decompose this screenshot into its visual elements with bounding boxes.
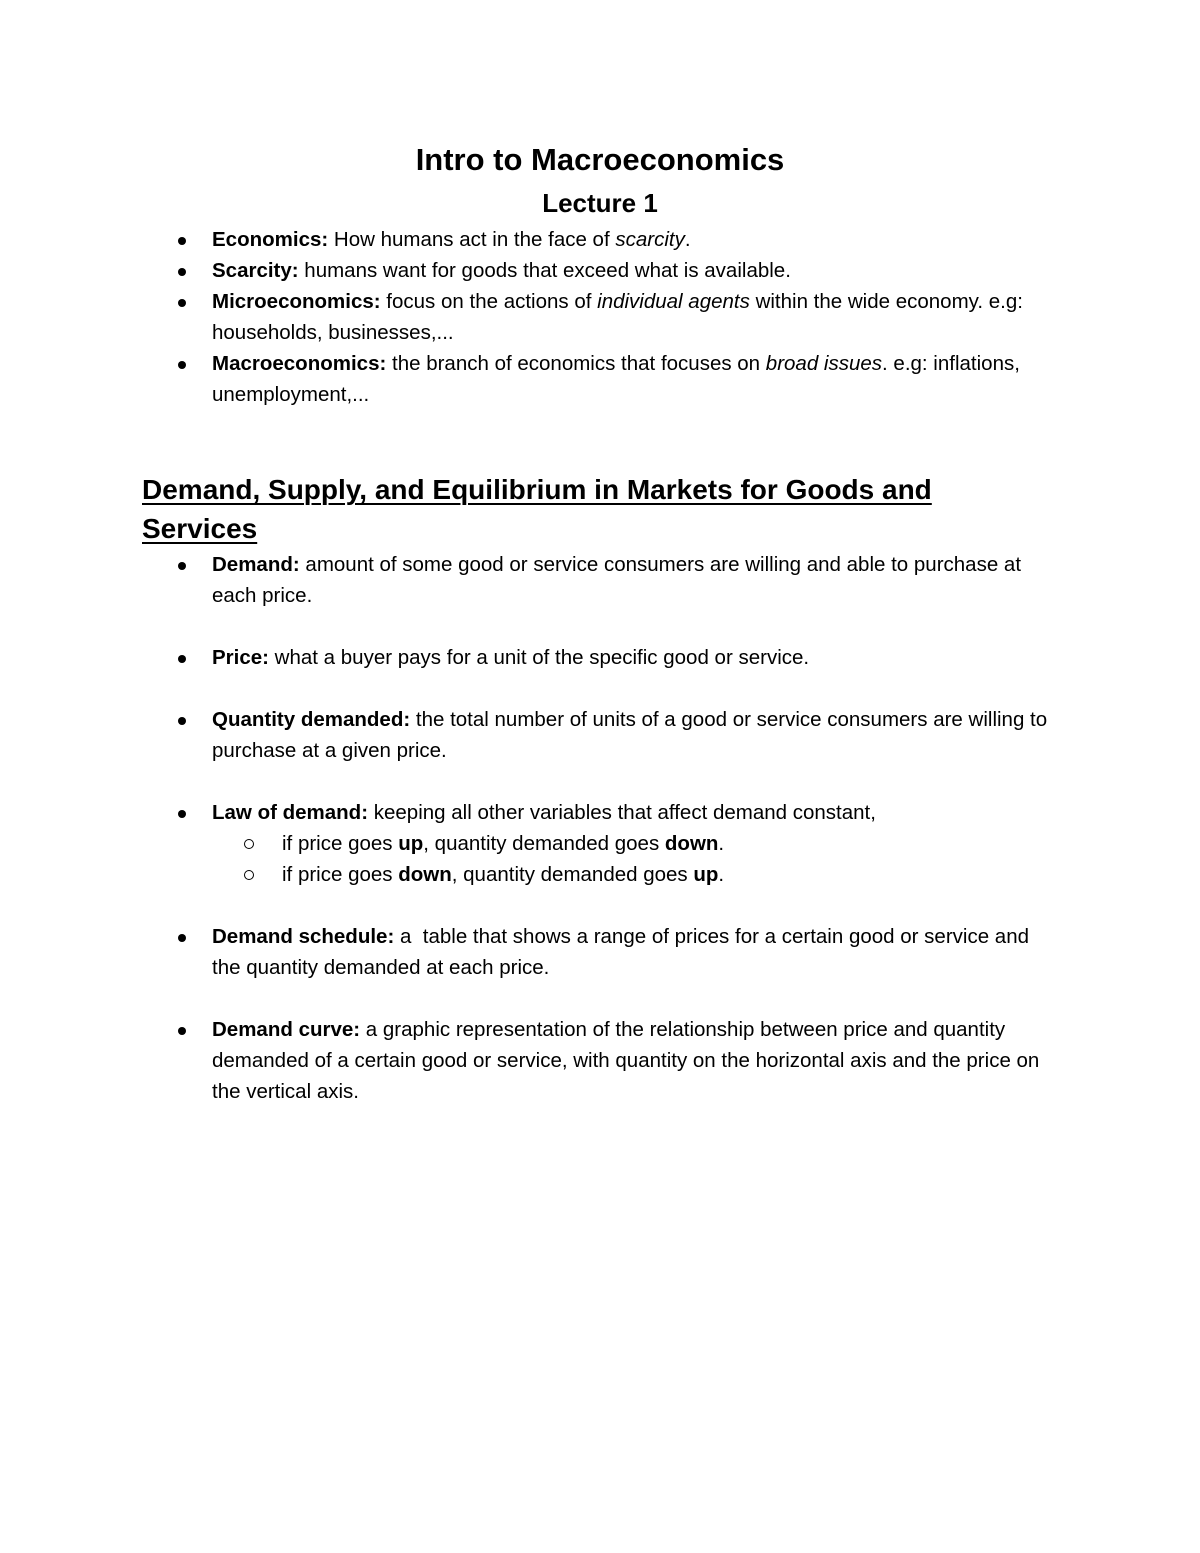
bullet-icon bbox=[178, 237, 186, 245]
term-label: Quantity demanded: bbox=[212, 708, 411, 731]
definition-text: How humans act in the face of bbox=[328, 228, 616, 251]
sub-text: if price goes bbox=[282, 832, 399, 855]
bullet-icon bbox=[178, 268, 186, 276]
bullet-icon bbox=[178, 810, 186, 818]
list-item-macroeconomics bbox=[212, 348, 1052, 410]
emphasis-text: broad issues bbox=[765, 352, 883, 375]
bullet-icon bbox=[178, 361, 186, 369]
intro-definitions-list bbox=[212, 224, 1052, 410]
term-label: Demand curve: bbox=[212, 1018, 361, 1041]
list-item-demand-curve bbox=[212, 1014, 1052, 1107]
term-label: Economics: bbox=[212, 228, 329, 251]
emphasis-text: scarcity bbox=[615, 228, 685, 251]
sub-text: . bbox=[718, 863, 725, 886]
bullet-icon bbox=[178, 562, 186, 570]
definition-text: a table that shows a range of prices for a certain good or service and the quantity demanded at each price. bbox=[212, 925, 1035, 979]
list-item-demand bbox=[212, 549, 1052, 611]
sub-bold-text: up bbox=[693, 863, 719, 886]
sub-bold-text: up bbox=[398, 832, 424, 855]
bullet-icon bbox=[178, 1027, 186, 1035]
definition-text: the total number of units of a good or service consumers are willing to purchase at a given price. bbox=[212, 708, 1048, 762]
document-title: Intro to Macroeconomics bbox=[415, 142, 785, 177]
definition-text: a graphic representation of the relationship between price and quantity demanded of a certain good or service, with quantity on the horizontal axis and the price on the vertical axis. bbox=[212, 1018, 1040, 1103]
sub-text: . bbox=[718, 832, 725, 855]
definition-text: . e.g: inflations, unemployment,... bbox=[212, 352, 1020, 406]
sub-text: , quantity demanded goes bbox=[423, 832, 665, 855]
definition-text: humans want for goods that exceed what is available. bbox=[298, 259, 791, 282]
definition-text: . bbox=[684, 228, 691, 251]
demand-definitions-list bbox=[212, 549, 1052, 1107]
section-heading: Demand, Supply, and Equilibrium in Markets for Goods and Services bbox=[142, 474, 932, 544]
hollow-bullet-icon bbox=[244, 870, 254, 880]
list-item-price bbox=[212, 642, 1052, 673]
sub-text: , quantity demanded goes bbox=[451, 863, 694, 886]
sub-bold-text: down bbox=[664, 832, 719, 855]
law-of-demand-sublist bbox=[212, 828, 1052, 890]
bullet-icon bbox=[178, 655, 186, 663]
emphasis-text: individual agents bbox=[597, 290, 750, 313]
term-label: Law of demand: bbox=[212, 801, 369, 824]
definition-text: keeping all other variables that affect demand constant, bbox=[368, 801, 876, 824]
list-item-microeconomics bbox=[212, 286, 1052, 348]
term-label: Scarcity: bbox=[212, 259, 299, 282]
definition-text: focus on the actions of bbox=[380, 290, 598, 313]
list-item-law-of-demand bbox=[212, 797, 1052, 890]
term-label: Microeconomics: bbox=[212, 290, 381, 313]
list-item-scarcity bbox=[212, 255, 1052, 286]
sub-text: if price goes bbox=[282, 863, 399, 886]
hollow-bullet-icon bbox=[244, 839, 254, 849]
list-item-economics bbox=[212, 224, 1052, 255]
definition-text: within the wide economy. e.g: households, businesses,... bbox=[212, 290, 1023, 344]
bullet-icon bbox=[178, 717, 186, 725]
definition-text: what a buyer pays for a unit of the specific good or service. bbox=[268, 646, 810, 669]
term-label: Demand schedule: bbox=[212, 925, 395, 948]
term-label: Macroeconomics: bbox=[212, 352, 387, 375]
list-item-quantity-demanded bbox=[212, 704, 1052, 766]
term-label: Price: bbox=[212, 646, 269, 669]
lecture-subtitle: Lecture 1 bbox=[542, 188, 658, 218]
sub-bold-text: down bbox=[398, 863, 452, 886]
bullet-icon bbox=[178, 934, 186, 942]
bullet-icon bbox=[178, 299, 186, 307]
term-label: Demand: bbox=[212, 553, 300, 576]
definition-text: amount of some good or service consumers are willing and able to purchase at each price. bbox=[212, 553, 1022, 607]
sublist-item-price-down bbox=[282, 859, 1052, 890]
list-item-demand-schedule bbox=[212, 921, 1052, 983]
definition-text: the branch of economics that focuses on bbox=[386, 352, 766, 375]
sublist-item-price-up bbox=[282, 828, 1052, 859]
